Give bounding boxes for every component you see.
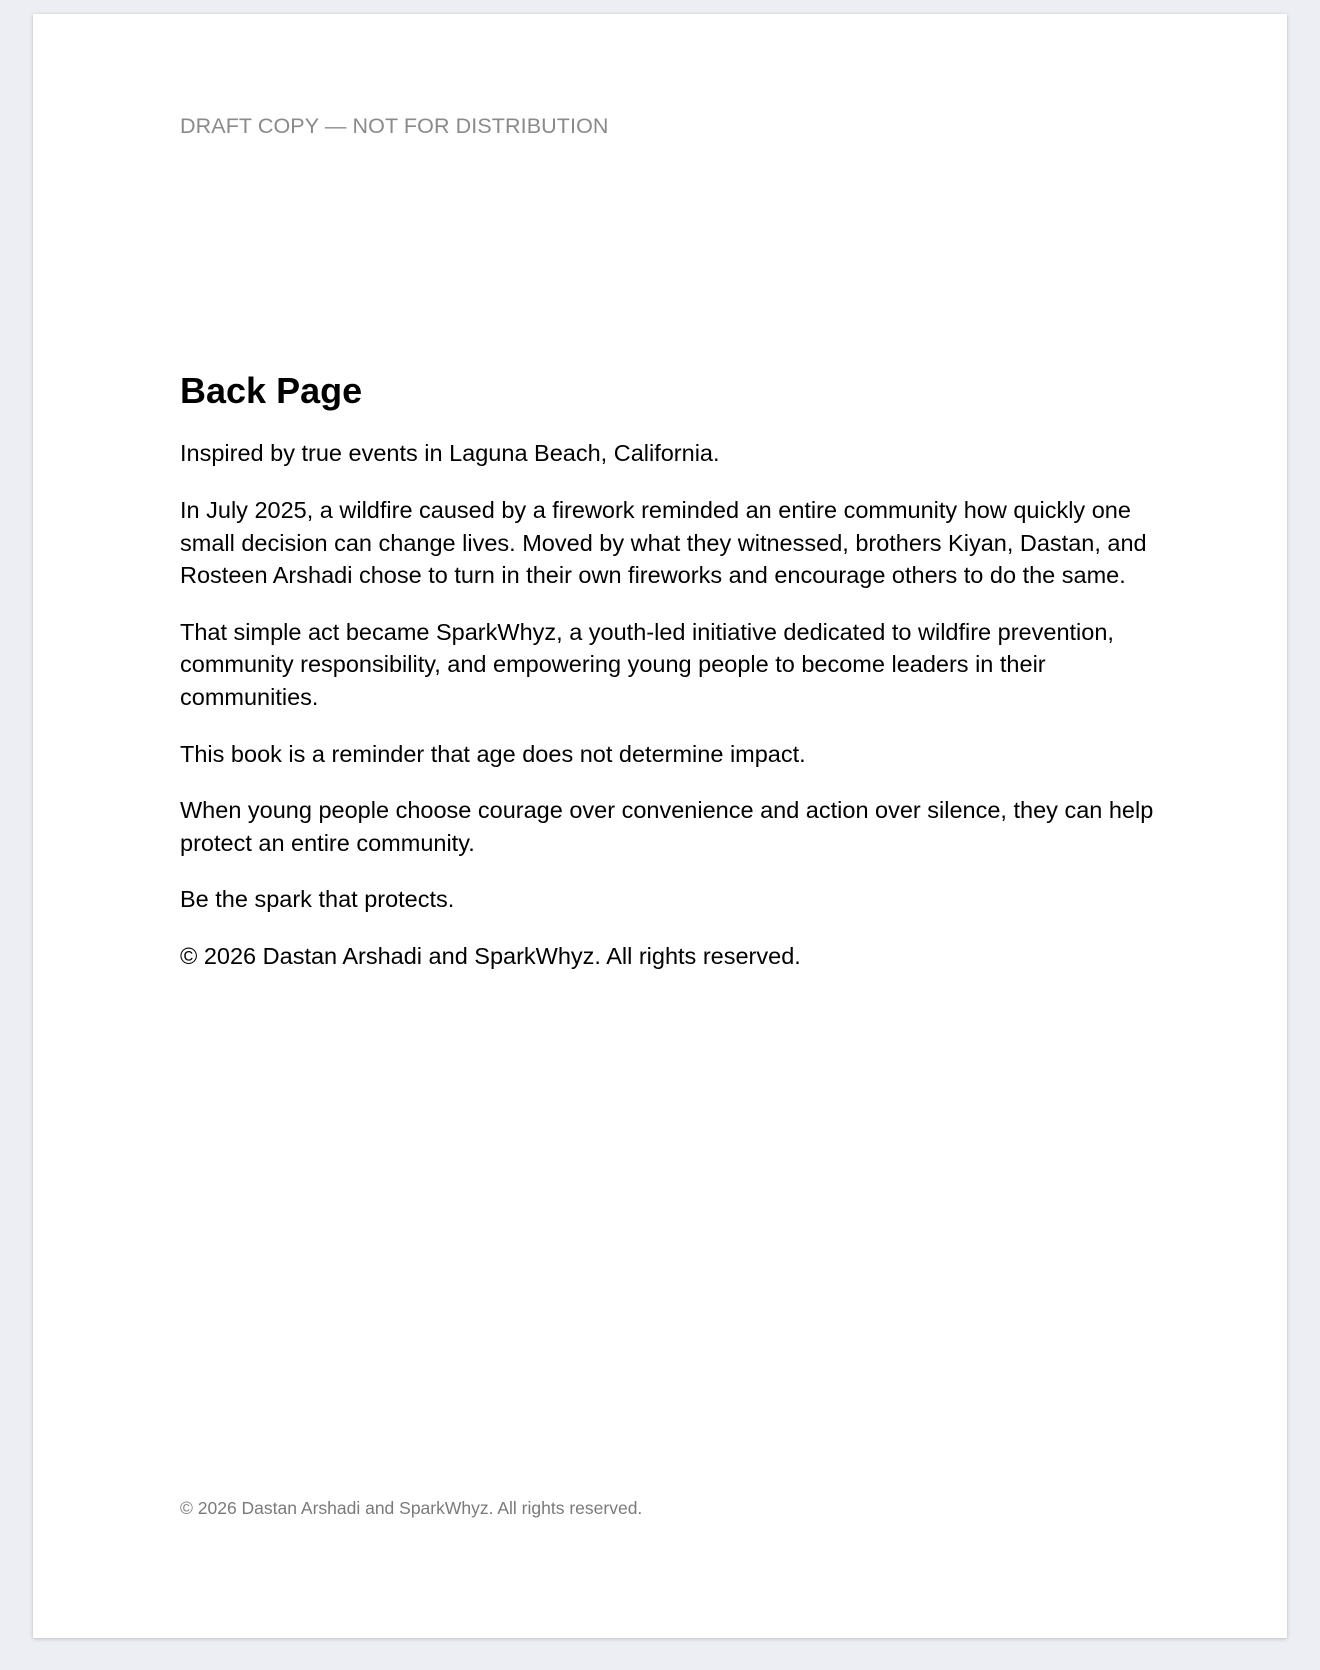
paragraph-inspired: Inspired by true events in Laguna Beach, California. [180, 440, 720, 467]
paragraph-reminder: This book is a reminder that age does not determine impact. [180, 740, 806, 767]
draft-watermark: DRAFT COPY — NOT FOR DISTRIBUTION [180, 114, 609, 138]
document-page [33, 14, 1287, 1638]
paragraph-copyright: © 2026 Dastan Arshadi and SparkWhyz. All rights reserved. [180, 942, 801, 969]
paragraph-wildfire-story: In July 2025, a wildfire caused by a firework reminded an entire community how quickly one small decision can change lives. Moved by what they witnessed, brothers Kiyan, Dastan, and Rosteen Arshadi chose to turn in their own fireworks and encourage others to do the same. [180, 496, 1147, 589]
page-footer: © 2026 Dastan Arshadi and SparkWhyz. All rights reserved. [180, 1498, 643, 1518]
paragraph-tagline: Be the spark that protects. [180, 886, 455, 913]
page-title: Back Page [180, 370, 363, 411]
paragraph-courage: When young people choose courage over convenience and action over silence, they can help protect an entire community. [180, 797, 1154, 856]
paragraph-sparkwhyz: That simple act became SparkWhyz, a youth-led initiative dedicated to wildfire prevention, community responsibility, and empowering young people to become leaders in their communities. [180, 618, 1114, 710]
page-content [180, 370, 1170, 997]
